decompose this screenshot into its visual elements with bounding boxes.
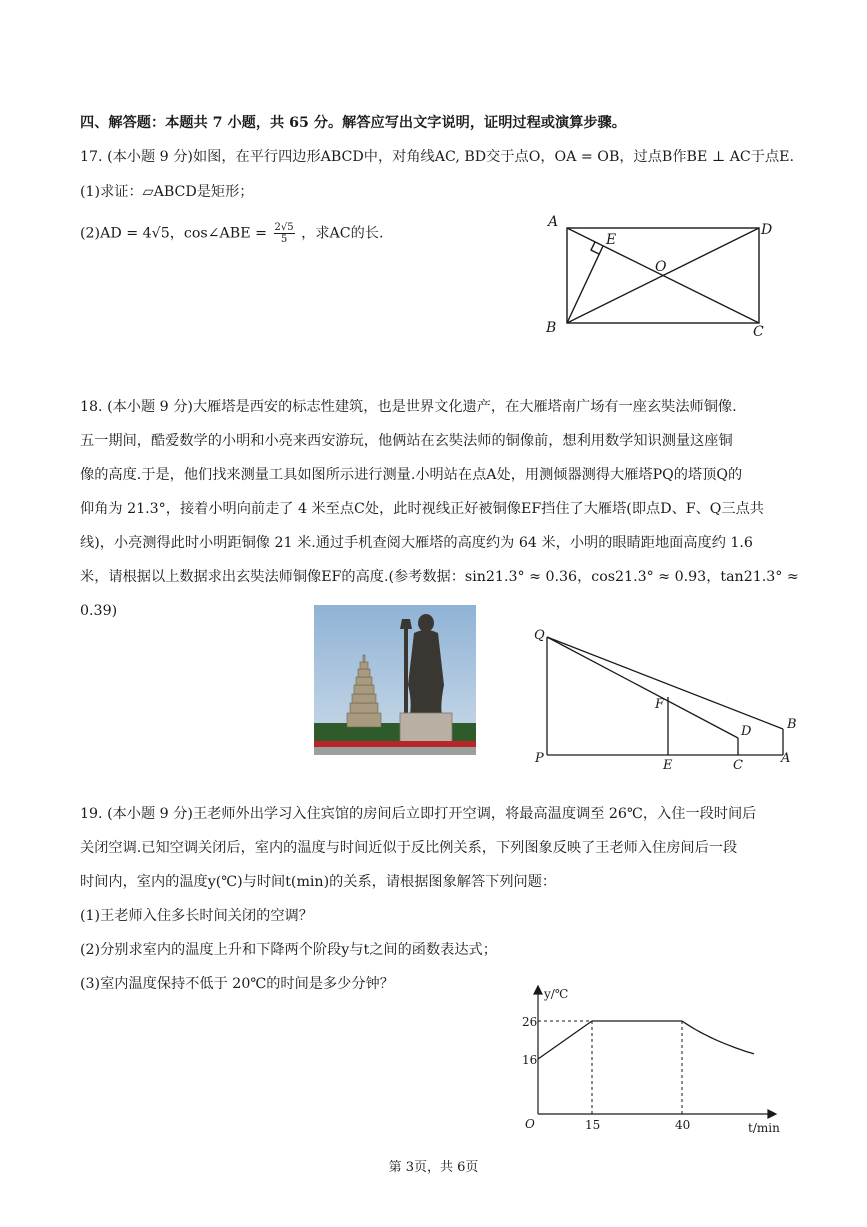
label-c: C (753, 324, 764, 340)
q18-geometry-figure (528, 622, 803, 772)
q17-line3 (80, 222, 384, 245)
label-d: D (761, 222, 773, 238)
q18-line5: 线)，小亮测得此时小明距铜像 21 米.通过手机查阅大雁塔的高度约为 64 米，小明的眼睛距地面高度约 1.6 (80, 535, 753, 551)
q17-line1: 17. (本小题 9 分)如图，在平行四边形ABCD中，对角线AC, BD交于点O，OA = OB，过点B作BE ⊥ AC于点E. (80, 149, 795, 165)
pedestal (400, 713, 452, 745)
page-footer: 第 3页，共 6页 (388, 1160, 479, 1175)
q18-line4: 仰角为 21.3°，接着小明向前走了 4 米至点C处，此时视线正好被铜像EF挡住了大雁塔(即点D、F、Q三点共 (80, 501, 764, 517)
y-tick-16: 16 (522, 1053, 538, 1067)
q19-line1: 19. (本小题 9 分)王老师外出学习入住宾馆的房间后立即打开空调，将最高温度调至 26℃，入住一段时间后 (80, 806, 757, 822)
q17-line2: (1)求证：▱ABCD是矩形； (80, 184, 254, 200)
rising-segment (538, 1021, 592, 1059)
label-f: F (655, 697, 665, 712)
q19-line3: 时间内，室内的温度y(℃)与时间t(min)的关系，请根据图象解答下列问题： (80, 874, 557, 890)
y-tick-26: 26 (522, 1015, 538, 1029)
q18-line6: 米，请根据以上数据求出玄奘法师铜像EF的高度.(参考数据：sin21.3° ≈ 0.36，cos21.3° ≈ 0.93，tan21.3° ≈ (80, 569, 799, 585)
label-o: O (655, 259, 667, 275)
q19-line2: 关闭空调.已知空调关闭后，室内的温度与时间近似于反比例关系，下列图象反映了王老师入住房间后一段 (80, 840, 738, 856)
origin-label: O (525, 1117, 535, 1131)
x-axis-label: t/min (748, 1121, 780, 1135)
segment-be (567, 246, 603, 323)
x-tick-40: 40 (675, 1118, 691, 1132)
q17-line3-b: ，求AC的长. (301, 225, 384, 242)
x-tick-15: 15 (585, 1118, 601, 1132)
label-b2: B (787, 717, 797, 732)
fraction-numerator: 2√5 (274, 222, 294, 233)
decay-curve (682, 1021, 754, 1054)
y-axis-label: y/℃ (544, 987, 569, 1001)
label-b: B (546, 320, 557, 336)
line-qb (547, 637, 783, 729)
label-e: E (606, 232, 617, 248)
q17-rectangle-figure (540, 210, 780, 345)
q18-line1: 18. (本小题 9 分)大雁塔是西安的标志性建筑，也是世界文化遗产，在大雁塔南广场有一座玄奘法师铜像. (80, 399, 737, 415)
q17-fraction (274, 222, 295, 245)
pagoda-statue-photo (314, 605, 476, 755)
temperature-time-graph (508, 982, 790, 1142)
q18-line7: 0.39) (80, 603, 118, 619)
q19-line4: (1)王老师入住多长时间关闭的空调？ (80, 908, 313, 924)
q18-line3: 像的高度.于是，他们找来测量工具如图所示进行测量.小明站在点A处，用测倾器测得大雁塔PQ的塔顶Q的 (80, 467, 743, 483)
ground (314, 747, 476, 755)
label-a: A (548, 214, 559, 230)
label-d2: D (741, 724, 752, 739)
label-c2: C (733, 758, 743, 772)
line-qd (547, 637, 738, 738)
q18-line2: 五一期间，酷爱数学的小明和小亮来西安游玩，他俩站在玄奘法师的铜像前，想利用数学知识测量这座铜 (80, 433, 733, 449)
x-axis-arrow (768, 1110, 776, 1118)
label-q: Q (534, 628, 545, 643)
label-p: P (535, 751, 544, 766)
plot-area (538, 1021, 754, 1114)
section-header: 四、解答题：本题共 7 小题，共 65 分。解答应写出文字说明，证明过程或演算步骤。 (80, 115, 626, 131)
fraction-denominator: 5 (280, 234, 288, 245)
q19-line6: (3)室内温度保持不低于 20℃的时间是多少分钟？ (80, 976, 394, 992)
y-axis-arrow (534, 986, 542, 994)
q19-line5: (2)分别求室内的温度上升和下降两个阶段y与t之间的函数表达式； (80, 942, 497, 958)
q17-line3-a: (2)AD = 4√5，cos∠ABE = (80, 225, 267, 242)
label-e2: E (663, 758, 673, 772)
label-a2: A (781, 751, 791, 766)
flower-bed (314, 741, 476, 747)
